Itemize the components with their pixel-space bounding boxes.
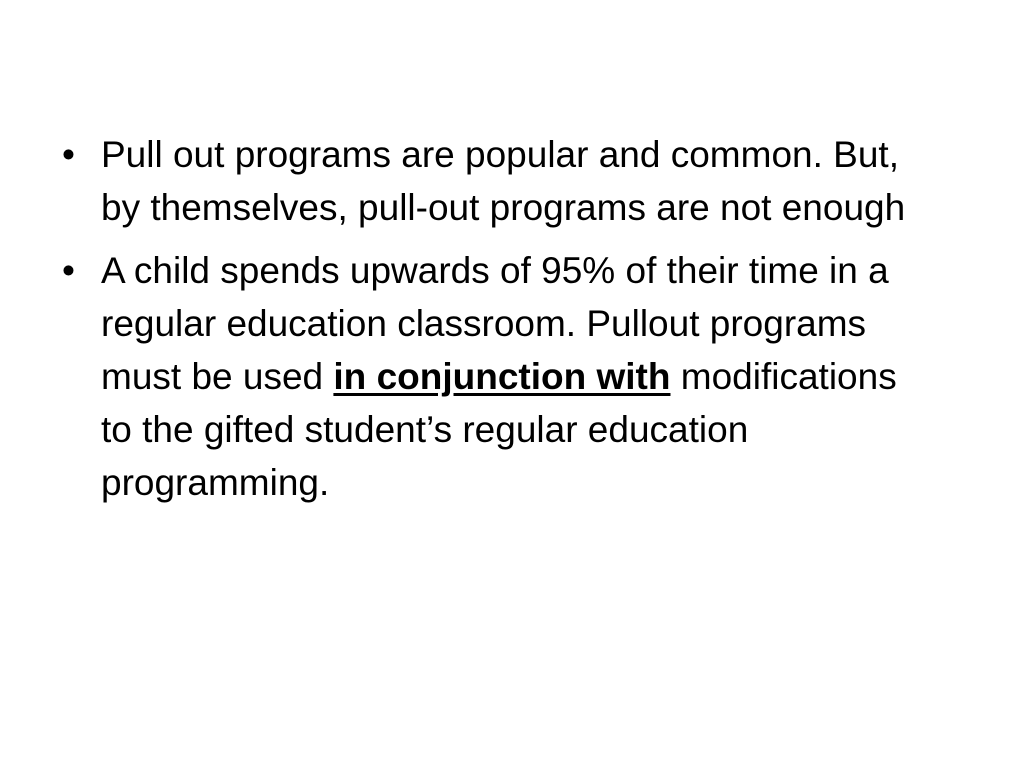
bullet-marker: •	[62, 250, 75, 291]
bullet-text: Pull out programs are popular and common. But, by themselves, pull-out programs are not enough	[101, 134, 906, 228]
bullet-emphasis: in conjunction with	[333, 356, 671, 397]
bullet-list	[56, 128, 936, 519]
bullet-text-after: modifications to the gifted student’s regular education programming.	[101, 356, 897, 503]
bullet-item-2	[56, 244, 936, 509]
bullet-item-1	[56, 128, 936, 234]
bullet-text-before: A child spends upwards of 95% of their time in a regular education classroom. Pullout programs must be used	[101, 250, 889, 397]
bullet-marker: •	[62, 134, 75, 175]
